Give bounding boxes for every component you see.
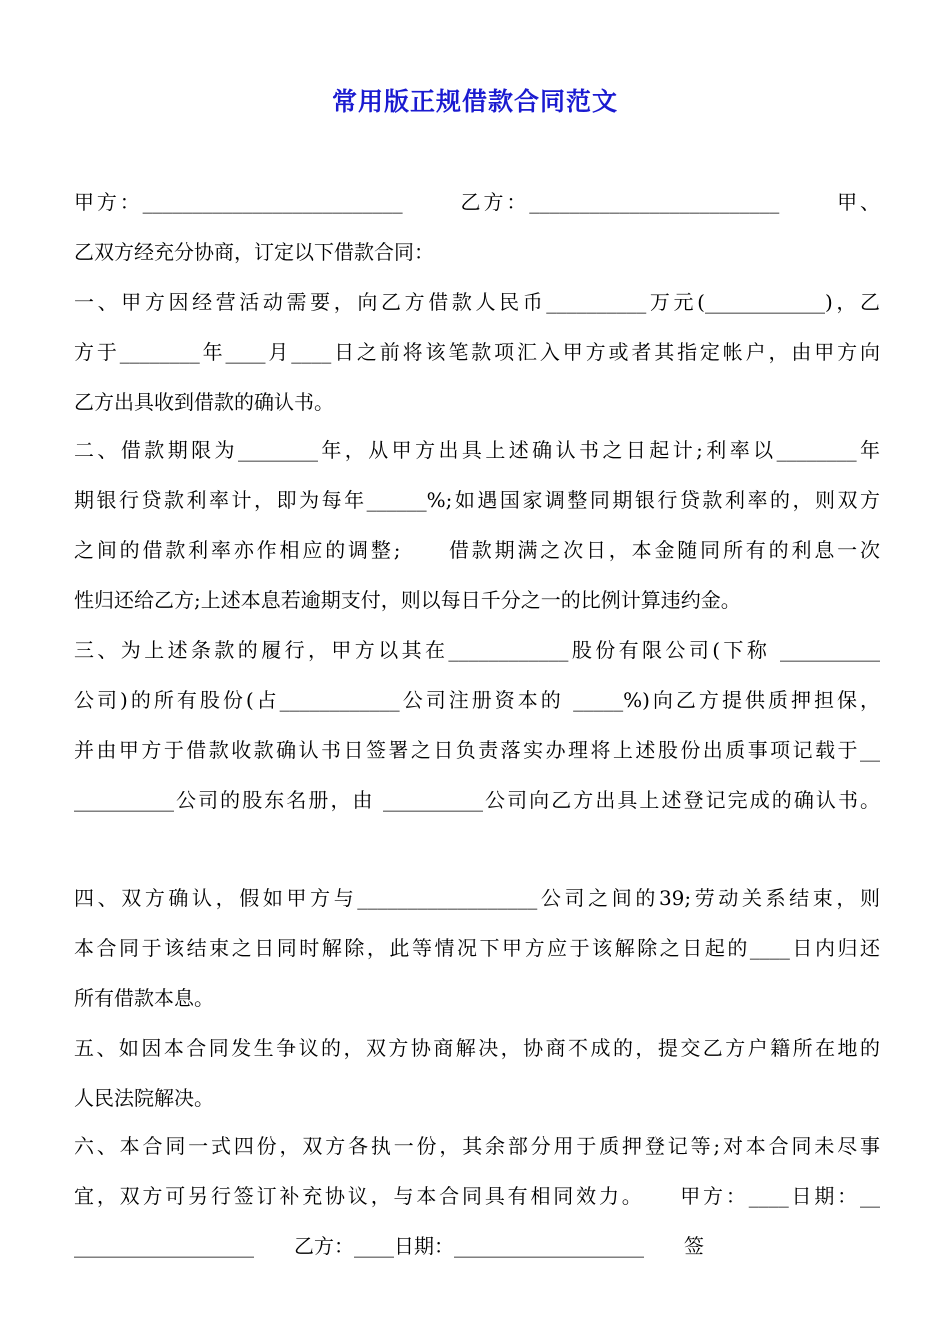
text-line: 宜，双方可另行签订补充协议，与本合同具有相同效力。 甲方：____日期：__ — [74, 1184, 880, 1208]
text-line: 之间的借款利率亦作相应的调整; 借款期满之次日，本金随同所有的利息一次 — [74, 538, 880, 562]
text-line: __________________ 乙方：____日期：___________________ 签 — [74, 1234, 704, 1258]
text-line: 六、本合同一式四份，双方各执一份，其余部分用于质押登记等;对本合同未尽事 — [74, 1134, 880, 1158]
text-line: __________公司的股东名册，由 __________公司向乙方出具上述登记完成的确认书。 — [74, 788, 880, 812]
text-line: 人民法院解决。 — [74, 1086, 214, 1110]
text-line: 公司)的所有股份(占____________公司注册资本的 _____%)向乙方提供质押担保， — [74, 688, 880, 712]
page-title: 常用版正规借款合同范文 — [331, 87, 618, 116]
text-line: 性归还给乙方;上述本息若逾期支付，则以每日千分之一的比例计算违约金。 — [74, 588, 741, 612]
text-line: 乙方出具收到借款的确认书。 — [74, 390, 334, 414]
text-line: 乙双方经充分协商，订定以下借款合同： — [74, 240, 434, 264]
text-line: 五、如因本合同发生争议的，双方协商解决，协商不成的，提交乙方户籍所在地的 — [74, 1036, 880, 1060]
text-line: 期银行贷款利率计，即为每年______%;如遇国家调整同期银行贷款利率的，则双方 — [74, 488, 880, 512]
text-line: 四、双方确认，假如甲方与__________________公司之间的39;劳动关系结束，则 — [74, 886, 880, 910]
text-line: 三、为上述条款的履行，甲方以其在____________股份有限公司(下称 __________ — [74, 638, 880, 662]
text-line: 本合同于该结束之日同时解除，此等情况下甲方应于该解除之日起的____日内归还 — [74, 936, 880, 960]
text-line: 二、借款期限为________年，从甲方出具上述确认书之日起计;利率以________年 — [74, 438, 880, 462]
text-line: 所有借款本息。 — [74, 986, 214, 1010]
text-line: 一、甲方因经营活动需要，向乙方借款人民币__________万元(____________)，乙 — [74, 290, 880, 314]
text-line: 方于________年____月____日之前将该笔款项汇入甲方或者其指定帐户，由甲方向 — [74, 340, 880, 364]
text-line: 并由甲方于借款收款确认书日签署之日负责落实办理将上述股份出质事项记载于__ — [74, 738, 880, 762]
text-line: 甲方：__________________________ 乙方：_________________________ 甲、 — [74, 190, 880, 214]
